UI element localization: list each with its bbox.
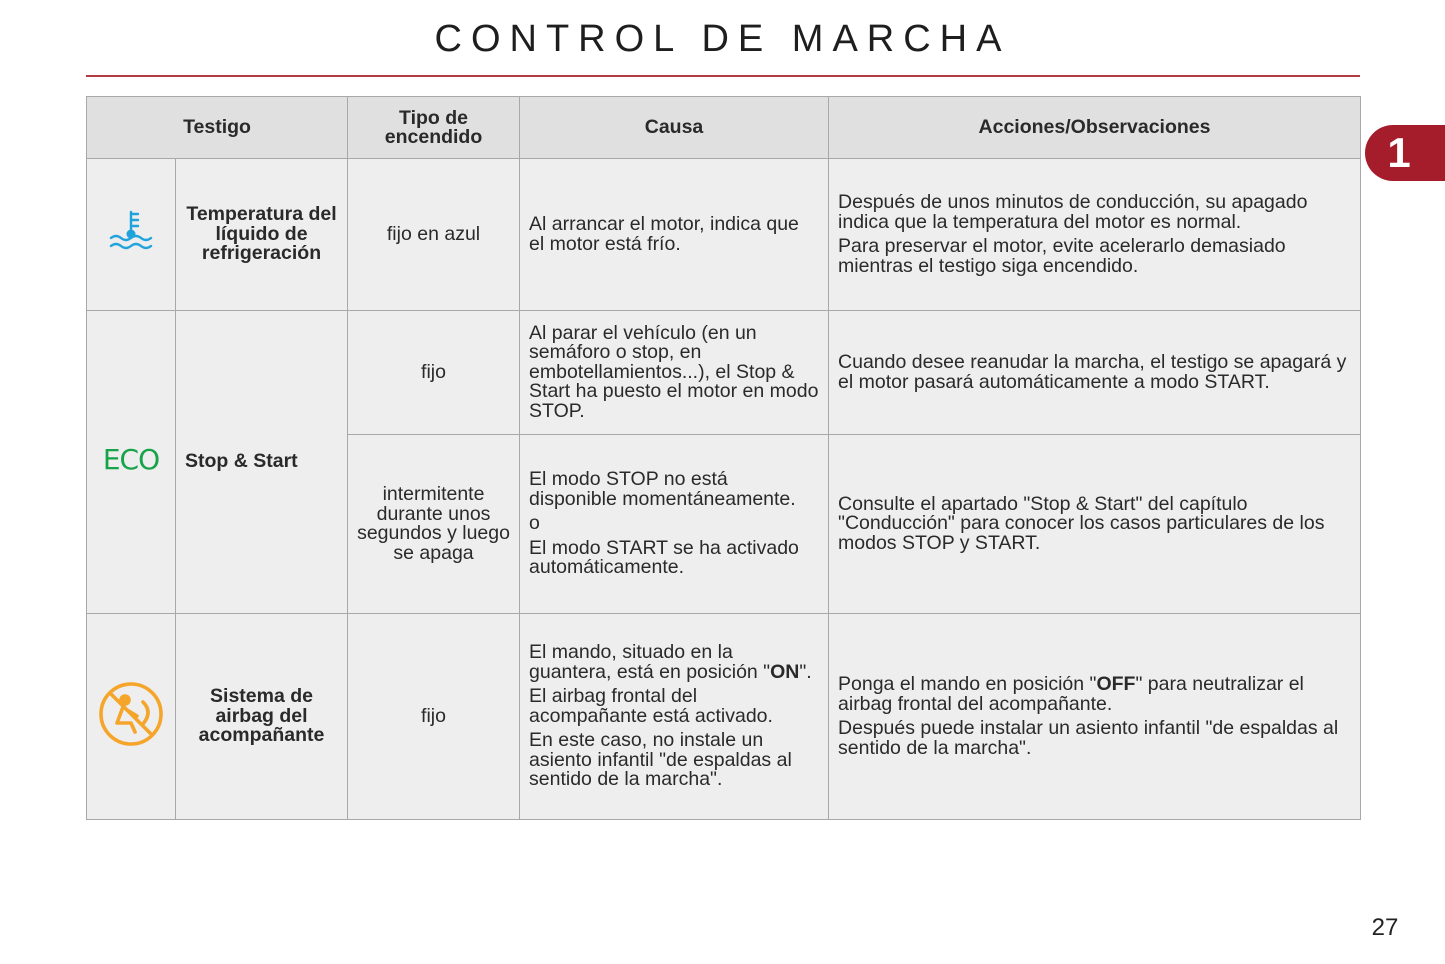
eco-icon: ECO [102,443,160,477]
cause-paragraph: El modo STOP no está disponible momentáneamente. [529,468,796,510]
actions-paragraph: Después de unos minutos de conducción, su apagado indica que la temperatura del motor es normal. [838,191,1308,233]
page-title: CONTROL DE MARCHA [434,18,1011,60]
icon-cell [87,614,176,820]
cause-text-segment: El mando, situado en la guantera, está en posición " [529,641,771,683]
cause-paragraph: El modo START se ha activado automáticamente. [529,536,799,579]
warning-lights-table [86,96,1361,820]
table-row [87,614,1361,820]
lighting-mode: fijo en azul [348,159,520,311]
header-testigo: Testigo [87,97,348,159]
title-divider [86,75,1360,77]
chapter-tab[interactable]: 1 [1365,125,1445,181]
page-number: 27 [1371,914,1399,941]
actions-paragraph [838,675,1351,714]
cause-text [520,614,829,820]
header-causa: Causa [520,97,829,159]
actions-text-segment: " para neutralizar el airbag frontal del acompañante. [838,673,1304,715]
off-keyword: OFF [1096,673,1136,695]
actions-paragraph: Después puede instalar un asiento infantil "de espaldas al sentido de la marcha". [838,717,1339,759]
cause-text [520,159,829,311]
cause-text [520,311,829,435]
lighting-mode: intermitente durante unos segundos y luego se apaga [348,435,520,614]
lighting-mode: fijo [348,614,520,820]
table-header-row [87,97,1361,159]
actions-paragraph: Consulte el apartado "Stop & Start" del capítulo "Conducción" para conocer los casos particulares de los modos STOP y START. [838,492,1325,554]
warning-name: Stop & Start [176,311,348,614]
actions-text-segment: Ponga el mando en posición " [838,673,1097,695]
airbag-passenger-icon [97,680,165,748]
icon-cell [87,159,176,311]
actions-text [829,435,1361,614]
header-tipo-encendido: Tipo de encendido [348,97,520,159]
header-acciones: Acciones/Observaciones [829,97,1361,159]
actions-text [829,614,1361,820]
cause-paragraph: En este caso, no instale un asiento infantil "de espaldas al sentido de la marcha". [529,729,792,791]
cause-paragraph [529,643,819,682]
table-row [87,159,1361,311]
on-keyword: ON [770,660,800,683]
cause-paragraph: El airbag frontal del acompañante está activado. [529,685,773,727]
warning-name: Temperatura del líquido de refrigeración [176,159,348,311]
actions-paragraph: Para preservar el motor, evite acelerarlo demasiado mientras el testigo siga encendido. [838,235,1286,277]
actions-text [829,311,1361,435]
cause-text-segment: ". [799,660,812,683]
icon-cell [87,311,176,614]
cause-paragraph: Al parar el vehículo (en un semáforo o stop, en embotellamientos...), el Stop & Start ha puesto el motor en modo STOP. [529,321,819,422]
lighting-mode: fijo [348,311,520,435]
cause-paragraph: Al arrancar el motor, indica que el motor está frío. [529,213,799,255]
cause-paragraph: o [529,512,540,535]
table-row [87,311,1361,435]
coolant-temperature-icon [106,208,156,256]
actions-paragraph: Cuando desee reanudar la marcha, el testigo se apagará y el motor pasará automáticamente a modo START. [838,351,1347,393]
actions-text [829,159,1361,311]
cause-text [520,435,829,614]
warning-name: Sistema de airbag del acompañante [176,614,348,820]
